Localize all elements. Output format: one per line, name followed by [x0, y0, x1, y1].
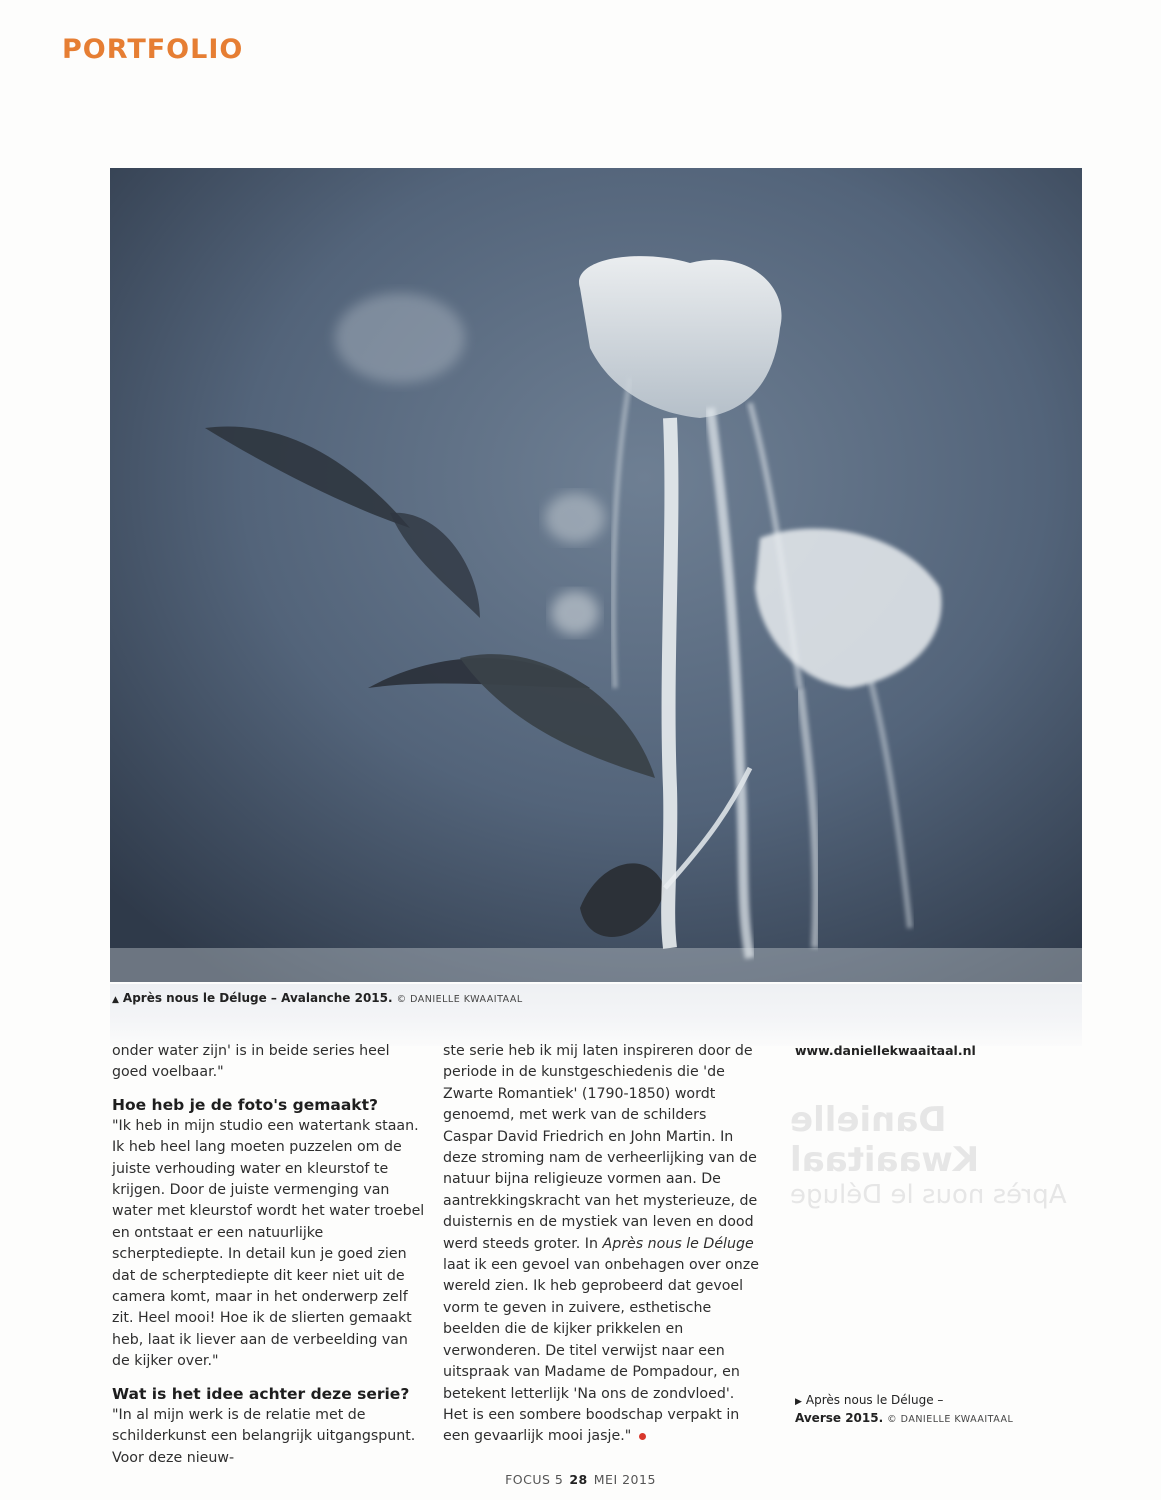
paragraph-continued	[443, 1041, 759, 1448]
caption-title: Après nous le Déluge – Avalanche 2015.	[122, 991, 393, 1005]
page-footer	[0, 1472, 1161, 1487]
article-column-2	[443, 1041, 759, 1448]
article-column-1	[112, 1041, 428, 1469]
paragraph-text-a: ste serie heb ik mij laten inspireren door de periode in de kunstgeschiedenis die 'de Zwarte Romantiek' (1790-1850) wordt genoemd, met werk van de schilders Caspar David Friedrich en John Martin. In deze stroming nam de verheerlijking van de natuur bijna religieuze vormen aan. De aantrekkingskracht van het mysterieuze, de duisternis en de mystiek van leven en dood werd steeds groter. In	[443, 1043, 758, 1252]
caption2-title-line2: Averse 2015.	[795, 1411, 884, 1425]
flower-photograph	[110, 168, 1082, 982]
end-mark-dot	[639, 1433, 646, 1440]
question-heading-2: Wat is het idee achter deze serie?	[112, 1384, 410, 1403]
photo-caption	[112, 991, 523, 1005]
caption-credit: © DANIELLE KWAAITAAL	[396, 994, 523, 1005]
section-title: PORTFOLIO	[62, 34, 244, 65]
paragraph-intro: onder water zijn' is in beide series heel goed voelbaar."	[112, 1043, 390, 1081]
footer-issue: MEI 2015	[593, 1472, 656, 1487]
website-link[interactable]: www.daniellekwaaitaal.nl	[795, 1043, 976, 1058]
caption-marker: ▲	[112, 995, 119, 1005]
answer-paragraph-1: "Ik heb in mijn studio een watertank staan. Ik heb heel lang moeten puzzelen om de juiste verhouding water en kleurstof te krijgen. Door de juiste vermenging van water met kleurstof wordt het water troebel en ontstaat er een natuurlijke scherptediepte. In detail kun je goed zien dat de scherptediepte dit keer niet uit de camera komt, maar in het onderwerp zelf zit. Heel mooi! Hoe ik de slierten gemaakt heb, laat ik liever aan de verbeelding van de kijker over."	[112, 1117, 425, 1370]
show-through-series: Après nous le Déluge	[790, 1180, 1067, 1210]
footer-magazine: FOCUS 5	[505, 1472, 564, 1487]
caption2-marker: ▶	[795, 1397, 802, 1407]
show-through-text	[790, 1100, 1100, 1210]
show-through-name: Danielle Kwaaitaal	[790, 1100, 980, 1180]
series-title-italic: Après nous le Déluge	[602, 1235, 754, 1252]
answer-paragraph-2: "In al mijn werk is de relatie met de schilderkunst een belangrijk uitgangspunt. Voor deze nieuw-	[112, 1406, 416, 1466]
secondary-caption	[795, 1392, 1013, 1428]
caption2-credit: © DANIELLE KWAAITAAL	[887, 1414, 1014, 1425]
question-heading-1: Hoe heb je de foto's gemaakt?	[112, 1095, 378, 1114]
paragraph-text-b: laat ik een gevoel van onbehagen over onze wereld zien. Ik heb geprobeerd dat gevoel vorm te geven in zuivere, esthetische beelden die de kijker prikkelen en verwonderen. De titel verwijst naar een uitspraak van Madame de Pompadour, en betekent letterlijk 'Na ons de zondvloed'. Het is een sombere boodschap verpakt in een gevaarlijk mooi jasje."	[443, 1257, 759, 1445]
caption2-title-line1: Après nous le Déluge –	[805, 1393, 944, 1407]
page-number: 28	[569, 1472, 588, 1487]
